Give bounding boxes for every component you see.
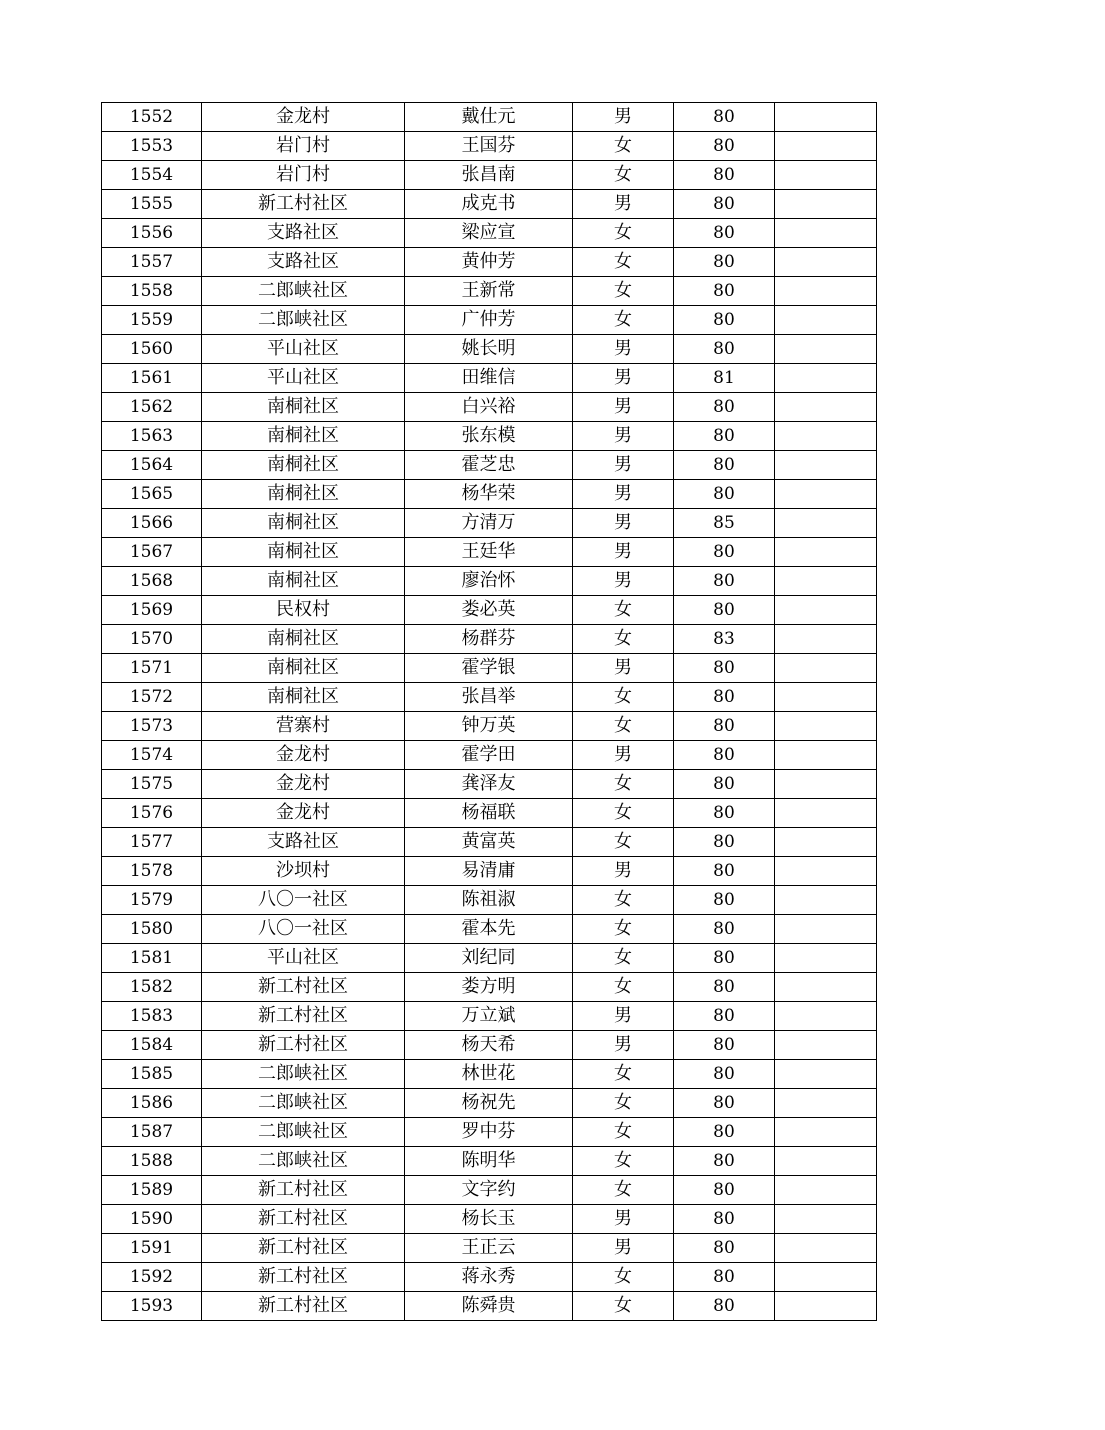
cell-name: 龚泽友 xyxy=(405,770,573,799)
cell-note xyxy=(775,596,877,625)
table-row xyxy=(102,886,877,915)
roster-table xyxy=(101,102,877,1321)
cell-gender: 女 xyxy=(573,625,674,654)
cell-name: 杨长玉 xyxy=(405,1205,573,1234)
cell-number: 1583 xyxy=(102,1002,202,1031)
cell-number: 1592 xyxy=(102,1263,202,1292)
cell-community: 南桐社区 xyxy=(202,654,405,683)
cell-gender: 女 xyxy=(573,915,674,944)
cell-note xyxy=(775,712,877,741)
cell-age: 80 xyxy=(674,1234,775,1263)
table-row xyxy=(102,277,877,306)
table-row xyxy=(102,1176,877,1205)
cell-community: 南桐社区 xyxy=(202,509,405,538)
table-row xyxy=(102,1263,877,1292)
cell-name: 霍本先 xyxy=(405,915,573,944)
cell-gender: 女 xyxy=(573,161,674,190)
cell-gender: 男 xyxy=(573,538,674,567)
cell-gender: 女 xyxy=(573,1089,674,1118)
table-row xyxy=(102,944,877,973)
cell-note xyxy=(775,1205,877,1234)
cell-name: 杨天希 xyxy=(405,1031,573,1060)
cell-name: 杨祝先 xyxy=(405,1089,573,1118)
cell-number: 1573 xyxy=(102,712,202,741)
cell-age: 80 xyxy=(674,422,775,451)
cell-community: 新工村社区 xyxy=(202,1205,405,1234)
cell-name: 易清庸 xyxy=(405,857,573,886)
cell-name: 霍学银 xyxy=(405,654,573,683)
cell-note xyxy=(775,219,877,248)
cell-community: 金龙村 xyxy=(202,103,405,132)
cell-age: 80 xyxy=(674,1205,775,1234)
cell-number: 1553 xyxy=(102,132,202,161)
cell-community: 平山社区 xyxy=(202,335,405,364)
cell-note xyxy=(775,1176,877,1205)
cell-community: 八〇一社区 xyxy=(202,915,405,944)
cell-gender: 男 xyxy=(573,480,674,509)
table-row xyxy=(102,132,877,161)
table-row xyxy=(102,741,877,770)
cell-age: 80 xyxy=(674,451,775,480)
cell-gender: 男 xyxy=(573,451,674,480)
cell-name: 方清万 xyxy=(405,509,573,538)
table-row xyxy=(102,654,877,683)
cell-community: 支路社区 xyxy=(202,219,405,248)
cell-name: 杨福联 xyxy=(405,799,573,828)
cell-age: 80 xyxy=(674,1031,775,1060)
table-row xyxy=(102,1089,877,1118)
cell-note xyxy=(775,973,877,1002)
cell-age: 80 xyxy=(674,886,775,915)
cell-age: 80 xyxy=(674,857,775,886)
cell-number: 1577 xyxy=(102,828,202,857)
cell-note xyxy=(775,393,877,422)
cell-community: 新工村社区 xyxy=(202,1263,405,1292)
cell-age: 80 xyxy=(674,1292,775,1321)
cell-age: 80 xyxy=(674,654,775,683)
table-row xyxy=(102,828,877,857)
table-row xyxy=(102,1002,877,1031)
cell-gender: 男 xyxy=(573,1002,674,1031)
cell-age: 80 xyxy=(674,103,775,132)
cell-name: 杨群芬 xyxy=(405,625,573,654)
cell-age: 80 xyxy=(674,1089,775,1118)
cell-name: 王廷华 xyxy=(405,538,573,567)
cell-name: 林世花 xyxy=(405,1060,573,1089)
cell-community: 南桐社区 xyxy=(202,683,405,712)
cell-name: 张昌南 xyxy=(405,161,573,190)
table-row xyxy=(102,683,877,712)
cell-note xyxy=(775,1292,877,1321)
cell-age: 80 xyxy=(674,1002,775,1031)
table-row xyxy=(102,1118,877,1147)
cell-age: 81 xyxy=(674,364,775,393)
cell-number: 1587 xyxy=(102,1118,202,1147)
cell-note xyxy=(775,335,877,364)
cell-number: 1565 xyxy=(102,480,202,509)
cell-age: 80 xyxy=(674,393,775,422)
cell-note xyxy=(775,1031,877,1060)
cell-number: 1572 xyxy=(102,683,202,712)
cell-name: 成克书 xyxy=(405,190,573,219)
cell-number: 1556 xyxy=(102,219,202,248)
cell-gender: 男 xyxy=(573,1031,674,1060)
cell-number: 1570 xyxy=(102,625,202,654)
cell-note xyxy=(775,857,877,886)
cell-community: 新工村社区 xyxy=(202,973,405,1002)
roster-body xyxy=(102,103,877,1321)
table-row xyxy=(102,770,877,799)
cell-name: 陈舜贵 xyxy=(405,1292,573,1321)
cell-gender: 女 xyxy=(573,973,674,1002)
cell-community: 沙坝村 xyxy=(202,857,405,886)
cell-note xyxy=(775,306,877,335)
cell-name: 王新常 xyxy=(405,277,573,306)
cell-gender: 男 xyxy=(573,1205,674,1234)
cell-community: 新工村社区 xyxy=(202,1234,405,1263)
cell-age: 80 xyxy=(674,1147,775,1176)
cell-number: 1567 xyxy=(102,538,202,567)
table-row xyxy=(102,799,877,828)
cell-age: 80 xyxy=(674,306,775,335)
cell-age: 80 xyxy=(674,973,775,1002)
cell-name: 广仲芳 xyxy=(405,306,573,335)
cell-community: 营寨村 xyxy=(202,712,405,741)
cell-note xyxy=(775,683,877,712)
cell-note xyxy=(775,480,877,509)
cell-gender: 女 xyxy=(573,306,674,335)
cell-note xyxy=(775,132,877,161)
table-row xyxy=(102,161,877,190)
table-row xyxy=(102,596,877,625)
cell-gender: 女 xyxy=(573,828,674,857)
cell-name: 张昌举 xyxy=(405,683,573,712)
cell-note xyxy=(775,509,877,538)
cell-community: 平山社区 xyxy=(202,944,405,973)
cell-age: 80 xyxy=(674,770,775,799)
table-row xyxy=(102,422,877,451)
cell-number: 1576 xyxy=(102,799,202,828)
cell-number: 1588 xyxy=(102,1147,202,1176)
cell-number: 1574 xyxy=(102,741,202,770)
cell-gender: 男 xyxy=(573,422,674,451)
cell-number: 1568 xyxy=(102,567,202,596)
cell-age: 80 xyxy=(674,161,775,190)
cell-note xyxy=(775,248,877,277)
cell-number: 1581 xyxy=(102,944,202,973)
cell-age: 80 xyxy=(674,1118,775,1147)
cell-number: 1554 xyxy=(102,161,202,190)
cell-name: 陈明华 xyxy=(405,1147,573,1176)
cell-name: 王正云 xyxy=(405,1234,573,1263)
cell-gender: 女 xyxy=(573,683,674,712)
cell-community: 二郎峡社区 xyxy=(202,1118,405,1147)
cell-community: 民权村 xyxy=(202,596,405,625)
cell-note xyxy=(775,1147,877,1176)
cell-gender: 男 xyxy=(573,190,674,219)
table-row xyxy=(102,393,877,422)
table-row xyxy=(102,1292,877,1321)
cell-number: 1593 xyxy=(102,1292,202,1321)
cell-gender: 女 xyxy=(573,248,674,277)
table-row xyxy=(102,538,877,567)
cell-community: 新工村社区 xyxy=(202,1292,405,1321)
table-row xyxy=(102,1060,877,1089)
cell-name: 戴仕元 xyxy=(405,103,573,132)
cell-number: 1579 xyxy=(102,886,202,915)
cell-note xyxy=(775,1089,877,1118)
cell-name: 钟万英 xyxy=(405,712,573,741)
cell-age: 80 xyxy=(674,132,775,161)
table-row xyxy=(102,1147,877,1176)
cell-note xyxy=(775,828,877,857)
cell-name: 杨华荣 xyxy=(405,480,573,509)
table-row xyxy=(102,451,877,480)
cell-note xyxy=(775,944,877,973)
cell-number: 1552 xyxy=(102,103,202,132)
cell-age: 80 xyxy=(674,1060,775,1089)
cell-note xyxy=(775,1263,877,1292)
cell-community: 南桐社区 xyxy=(202,538,405,567)
cell-community: 金龙村 xyxy=(202,799,405,828)
table-row xyxy=(102,219,877,248)
cell-age: 80 xyxy=(674,335,775,364)
table-row xyxy=(102,335,877,364)
cell-number: 1580 xyxy=(102,915,202,944)
cell-name: 张东模 xyxy=(405,422,573,451)
cell-community: 二郎峡社区 xyxy=(202,1089,405,1118)
cell-number: 1559 xyxy=(102,306,202,335)
cell-number: 1586 xyxy=(102,1089,202,1118)
cell-community: 金龙村 xyxy=(202,770,405,799)
cell-age: 80 xyxy=(674,712,775,741)
cell-note xyxy=(775,799,877,828)
cell-name: 蒋永秀 xyxy=(405,1263,573,1292)
cell-age: 80 xyxy=(674,190,775,219)
cell-note xyxy=(775,1118,877,1147)
cell-gender: 女 xyxy=(573,712,674,741)
cell-gender: 女 xyxy=(573,596,674,625)
cell-community: 南桐社区 xyxy=(202,422,405,451)
cell-name: 黄富英 xyxy=(405,828,573,857)
cell-name: 娄必英 xyxy=(405,596,573,625)
cell-name: 梁应宣 xyxy=(405,219,573,248)
cell-number: 1566 xyxy=(102,509,202,538)
cell-community: 二郎峡社区 xyxy=(202,1147,405,1176)
cell-age: 80 xyxy=(674,480,775,509)
cell-community: 八〇一社区 xyxy=(202,886,405,915)
cell-note xyxy=(775,1060,877,1089)
cell-gender: 女 xyxy=(573,1292,674,1321)
cell-gender: 男 xyxy=(573,857,674,886)
cell-note xyxy=(775,451,877,480)
cell-name: 王国芬 xyxy=(405,132,573,161)
cell-community: 新工村社区 xyxy=(202,190,405,219)
cell-note xyxy=(775,1002,877,1031)
cell-gender: 女 xyxy=(573,770,674,799)
cell-note xyxy=(775,103,877,132)
table-row xyxy=(102,1031,877,1060)
cell-name: 霍学田 xyxy=(405,741,573,770)
cell-community: 南桐社区 xyxy=(202,480,405,509)
cell-name: 罗中芬 xyxy=(405,1118,573,1147)
table-row xyxy=(102,857,877,886)
cell-number: 1557 xyxy=(102,248,202,277)
cell-number: 1575 xyxy=(102,770,202,799)
cell-age: 80 xyxy=(674,915,775,944)
cell-name: 陈祖淑 xyxy=(405,886,573,915)
cell-name: 万立斌 xyxy=(405,1002,573,1031)
cell-number: 1584 xyxy=(102,1031,202,1060)
table-row xyxy=(102,915,877,944)
table-row xyxy=(102,480,877,509)
cell-name: 刘纪同 xyxy=(405,944,573,973)
table-row xyxy=(102,248,877,277)
cell-community: 岩门村 xyxy=(202,132,405,161)
table-row xyxy=(102,103,877,132)
table-row xyxy=(102,567,877,596)
cell-community: 金龙村 xyxy=(202,741,405,770)
cell-number: 1578 xyxy=(102,857,202,886)
cell-number: 1590 xyxy=(102,1205,202,1234)
cell-community: 二郎峡社区 xyxy=(202,277,405,306)
cell-age: 80 xyxy=(674,944,775,973)
cell-gender: 男 xyxy=(573,393,674,422)
table-row xyxy=(102,306,877,335)
cell-community: 支路社区 xyxy=(202,248,405,277)
cell-community: 南桐社区 xyxy=(202,625,405,654)
cell-note xyxy=(775,886,877,915)
cell-name: 霍芝忠 xyxy=(405,451,573,480)
cell-age: 80 xyxy=(674,277,775,306)
cell-number: 1571 xyxy=(102,654,202,683)
cell-gender: 女 xyxy=(573,944,674,973)
cell-note xyxy=(775,190,877,219)
cell-note xyxy=(775,915,877,944)
cell-community: 新工村社区 xyxy=(202,1002,405,1031)
cell-number: 1555 xyxy=(102,190,202,219)
table-row xyxy=(102,712,877,741)
cell-age: 80 xyxy=(674,248,775,277)
cell-note xyxy=(775,770,877,799)
cell-age: 80 xyxy=(674,1263,775,1292)
cell-age: 80 xyxy=(674,741,775,770)
cell-note xyxy=(775,741,877,770)
cell-age: 80 xyxy=(674,1176,775,1205)
cell-age: 80 xyxy=(674,828,775,857)
cell-gender: 女 xyxy=(573,1263,674,1292)
cell-name: 田维信 xyxy=(405,364,573,393)
cell-note xyxy=(775,625,877,654)
table-row xyxy=(102,364,877,393)
cell-name: 廖治怀 xyxy=(405,567,573,596)
cell-gender: 男 xyxy=(573,335,674,364)
cell-name: 文字约 xyxy=(405,1176,573,1205)
cell-community: 平山社区 xyxy=(202,364,405,393)
cell-note xyxy=(775,538,877,567)
cell-gender: 男 xyxy=(573,509,674,538)
cell-name: 白兴裕 xyxy=(405,393,573,422)
cell-note xyxy=(775,422,877,451)
cell-community: 支路社区 xyxy=(202,828,405,857)
cell-gender: 男 xyxy=(573,364,674,393)
cell-number: 1563 xyxy=(102,422,202,451)
table-row xyxy=(102,509,877,538)
cell-number: 1582 xyxy=(102,973,202,1002)
cell-gender: 男 xyxy=(573,654,674,683)
cell-note xyxy=(775,567,877,596)
cell-community: 岩门村 xyxy=(202,161,405,190)
cell-age: 80 xyxy=(674,683,775,712)
cell-note xyxy=(775,364,877,393)
cell-community: 南桐社区 xyxy=(202,567,405,596)
cell-age: 83 xyxy=(674,625,775,654)
cell-note xyxy=(775,654,877,683)
cell-name: 黄仲芳 xyxy=(405,248,573,277)
cell-number: 1589 xyxy=(102,1176,202,1205)
cell-gender: 女 xyxy=(573,1147,674,1176)
cell-name: 姚长明 xyxy=(405,335,573,364)
cell-gender: 女 xyxy=(573,1118,674,1147)
cell-number: 1569 xyxy=(102,596,202,625)
cell-community: 新工村社区 xyxy=(202,1176,405,1205)
table-row xyxy=(102,625,877,654)
cell-number: 1558 xyxy=(102,277,202,306)
cell-note xyxy=(775,161,877,190)
cell-age: 80 xyxy=(674,567,775,596)
cell-number: 1561 xyxy=(102,364,202,393)
cell-age: 80 xyxy=(674,219,775,248)
cell-age: 85 xyxy=(674,509,775,538)
cell-community: 南桐社区 xyxy=(202,393,405,422)
cell-number: 1562 xyxy=(102,393,202,422)
table-row xyxy=(102,1234,877,1263)
cell-gender: 女 xyxy=(573,886,674,915)
cell-gender: 男 xyxy=(573,103,674,132)
cell-community: 二郎峡社区 xyxy=(202,1060,405,1089)
cell-gender: 男 xyxy=(573,567,674,596)
cell-community: 南桐社区 xyxy=(202,451,405,480)
cell-gender: 女 xyxy=(573,799,674,828)
table-row xyxy=(102,1205,877,1234)
cell-gender: 男 xyxy=(573,1234,674,1263)
cell-note xyxy=(775,1234,877,1263)
cell-gender: 女 xyxy=(573,1060,674,1089)
table-row xyxy=(102,973,877,1002)
cell-gender: 女 xyxy=(573,277,674,306)
cell-number: 1591 xyxy=(102,1234,202,1263)
cell-community: 二郎峡社区 xyxy=(202,306,405,335)
table-row xyxy=(102,190,877,219)
cell-age: 80 xyxy=(674,799,775,828)
cell-gender: 女 xyxy=(573,1176,674,1205)
cell-gender: 男 xyxy=(573,741,674,770)
cell-community: 新工村社区 xyxy=(202,1031,405,1060)
cell-gender: 女 xyxy=(573,219,674,248)
cell-number: 1564 xyxy=(102,451,202,480)
cell-note xyxy=(775,277,877,306)
cell-gender: 女 xyxy=(573,132,674,161)
cell-name: 娄方明 xyxy=(405,973,573,1002)
cell-age: 80 xyxy=(674,596,775,625)
cell-age: 80 xyxy=(674,538,775,567)
cell-number: 1585 xyxy=(102,1060,202,1089)
cell-number: 1560 xyxy=(102,335,202,364)
